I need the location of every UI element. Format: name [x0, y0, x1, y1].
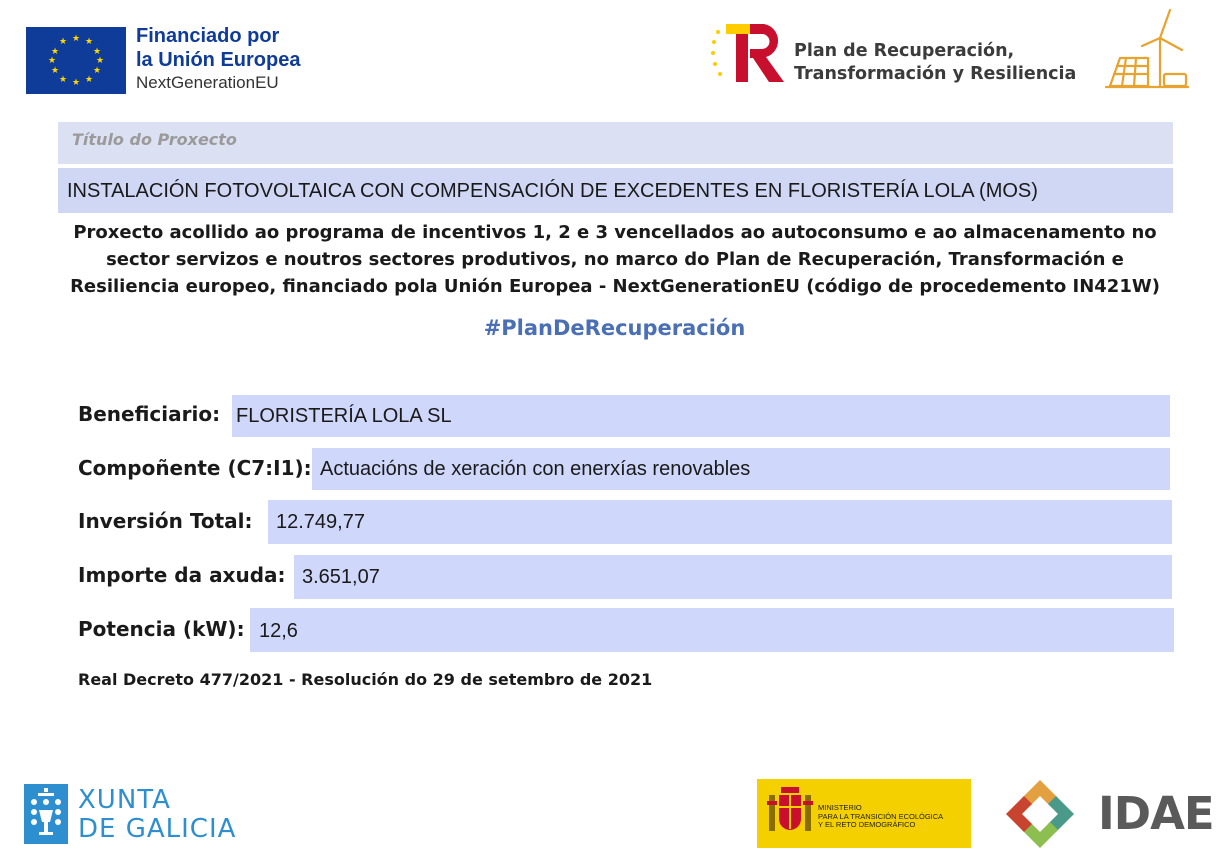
beneficiary-label: Beneficiario: — [78, 402, 221, 426]
ministerio-line1: MINISTERIO — [818, 803, 862, 812]
idae-logo-icon — [990, 778, 1090, 850]
decree-note: Real Decreto 477/2021 - Resolución do 29 de setembro de 2021 — [78, 670, 653, 689]
project-title-label: Título do Proxecto — [72, 130, 237, 149]
hashtag: #PlanDeRecuperación — [483, 316, 746, 340]
xunta-text — [78, 786, 236, 844]
total-investment-field — [268, 500, 1172, 544]
description-line2: sector servizos e noutros sectores produtivos, no marco do Plan de Recuperación, Transformación e — [106, 249, 1124, 270]
beneficiary-value: FLORISTERÍA LOLA SL — [236, 405, 452, 427]
aid-amount-value: 3.651,07 — [302, 566, 380, 588]
total-investment-label: Inversión Total: — [78, 509, 253, 533]
ministerio-text — [818, 804, 943, 830]
aid-amount-field — [294, 555, 1172, 599]
eu-line1: Financiado por — [136, 25, 280, 47]
xunta-line1: XUNTA — [78, 785, 171, 815]
prtr-logo — [710, 20, 788, 84]
idae-text: IDAE — [1098, 787, 1214, 840]
component-value: Actuacións de xeración con enerxías renovables — [320, 458, 751, 480]
eu-line3: NextGenerationEU — [136, 73, 279, 92]
power-value: 12,6 — [259, 620, 298, 642]
xunta-line2: DE GALICIA — [78, 814, 237, 844]
wind-turbine-solar-icon — [1104, 8, 1190, 92]
eu-line2: la Unión Europea — [136, 49, 301, 71]
total-investment-value: 12.749,77 — [276, 511, 365, 533]
eu-flag-logo: ★ ★ ★ ★ ★ ★ ★ ★ ★ ★ ★ ★ — [26, 27, 126, 94]
eu-funding-text — [136, 24, 300, 94]
power-field — [250, 608, 1174, 652]
project-title: INSTALACIÓN FOTOVOLTAICA CON COMPENSACIÓN DE EXCEDENTES EN FLORISTERÍA LOLA (MOS) — [67, 180, 1038, 202]
ministerio-line3: Y EL RETO DEMOGRÁFICO — [818, 820, 916, 829]
ministerio-line2: PARA LA TRANSICIÓN ECOLÓGICA — [818, 811, 944, 821]
description-line1: Proxecto acollido ao programa de incentivos 1, 2 e 3 vencellados ao autoconsumo e ao almacenamento no — [73, 222, 1157, 243]
component-label: Compoñente (C7:I1): — [78, 456, 312, 480]
prtr-line1: Plan de Recuperación, — [794, 41, 1015, 61]
description-line3: Resiliencia europeo, financiado pola Unión Europea - NextGenerationEU (código de procedemento IN421W) — [70, 276, 1160, 297]
xunta-emblem-icon — [24, 784, 68, 844]
power-label: Potencia (kW): — [78, 617, 245, 641]
aid-amount-label: Importe da axuda: — [78, 563, 286, 587]
prtr-text — [794, 40, 1076, 86]
prtr-line2: Transformación y Resiliencia — [794, 64, 1077, 84]
project-description — [40, 219, 1190, 300]
